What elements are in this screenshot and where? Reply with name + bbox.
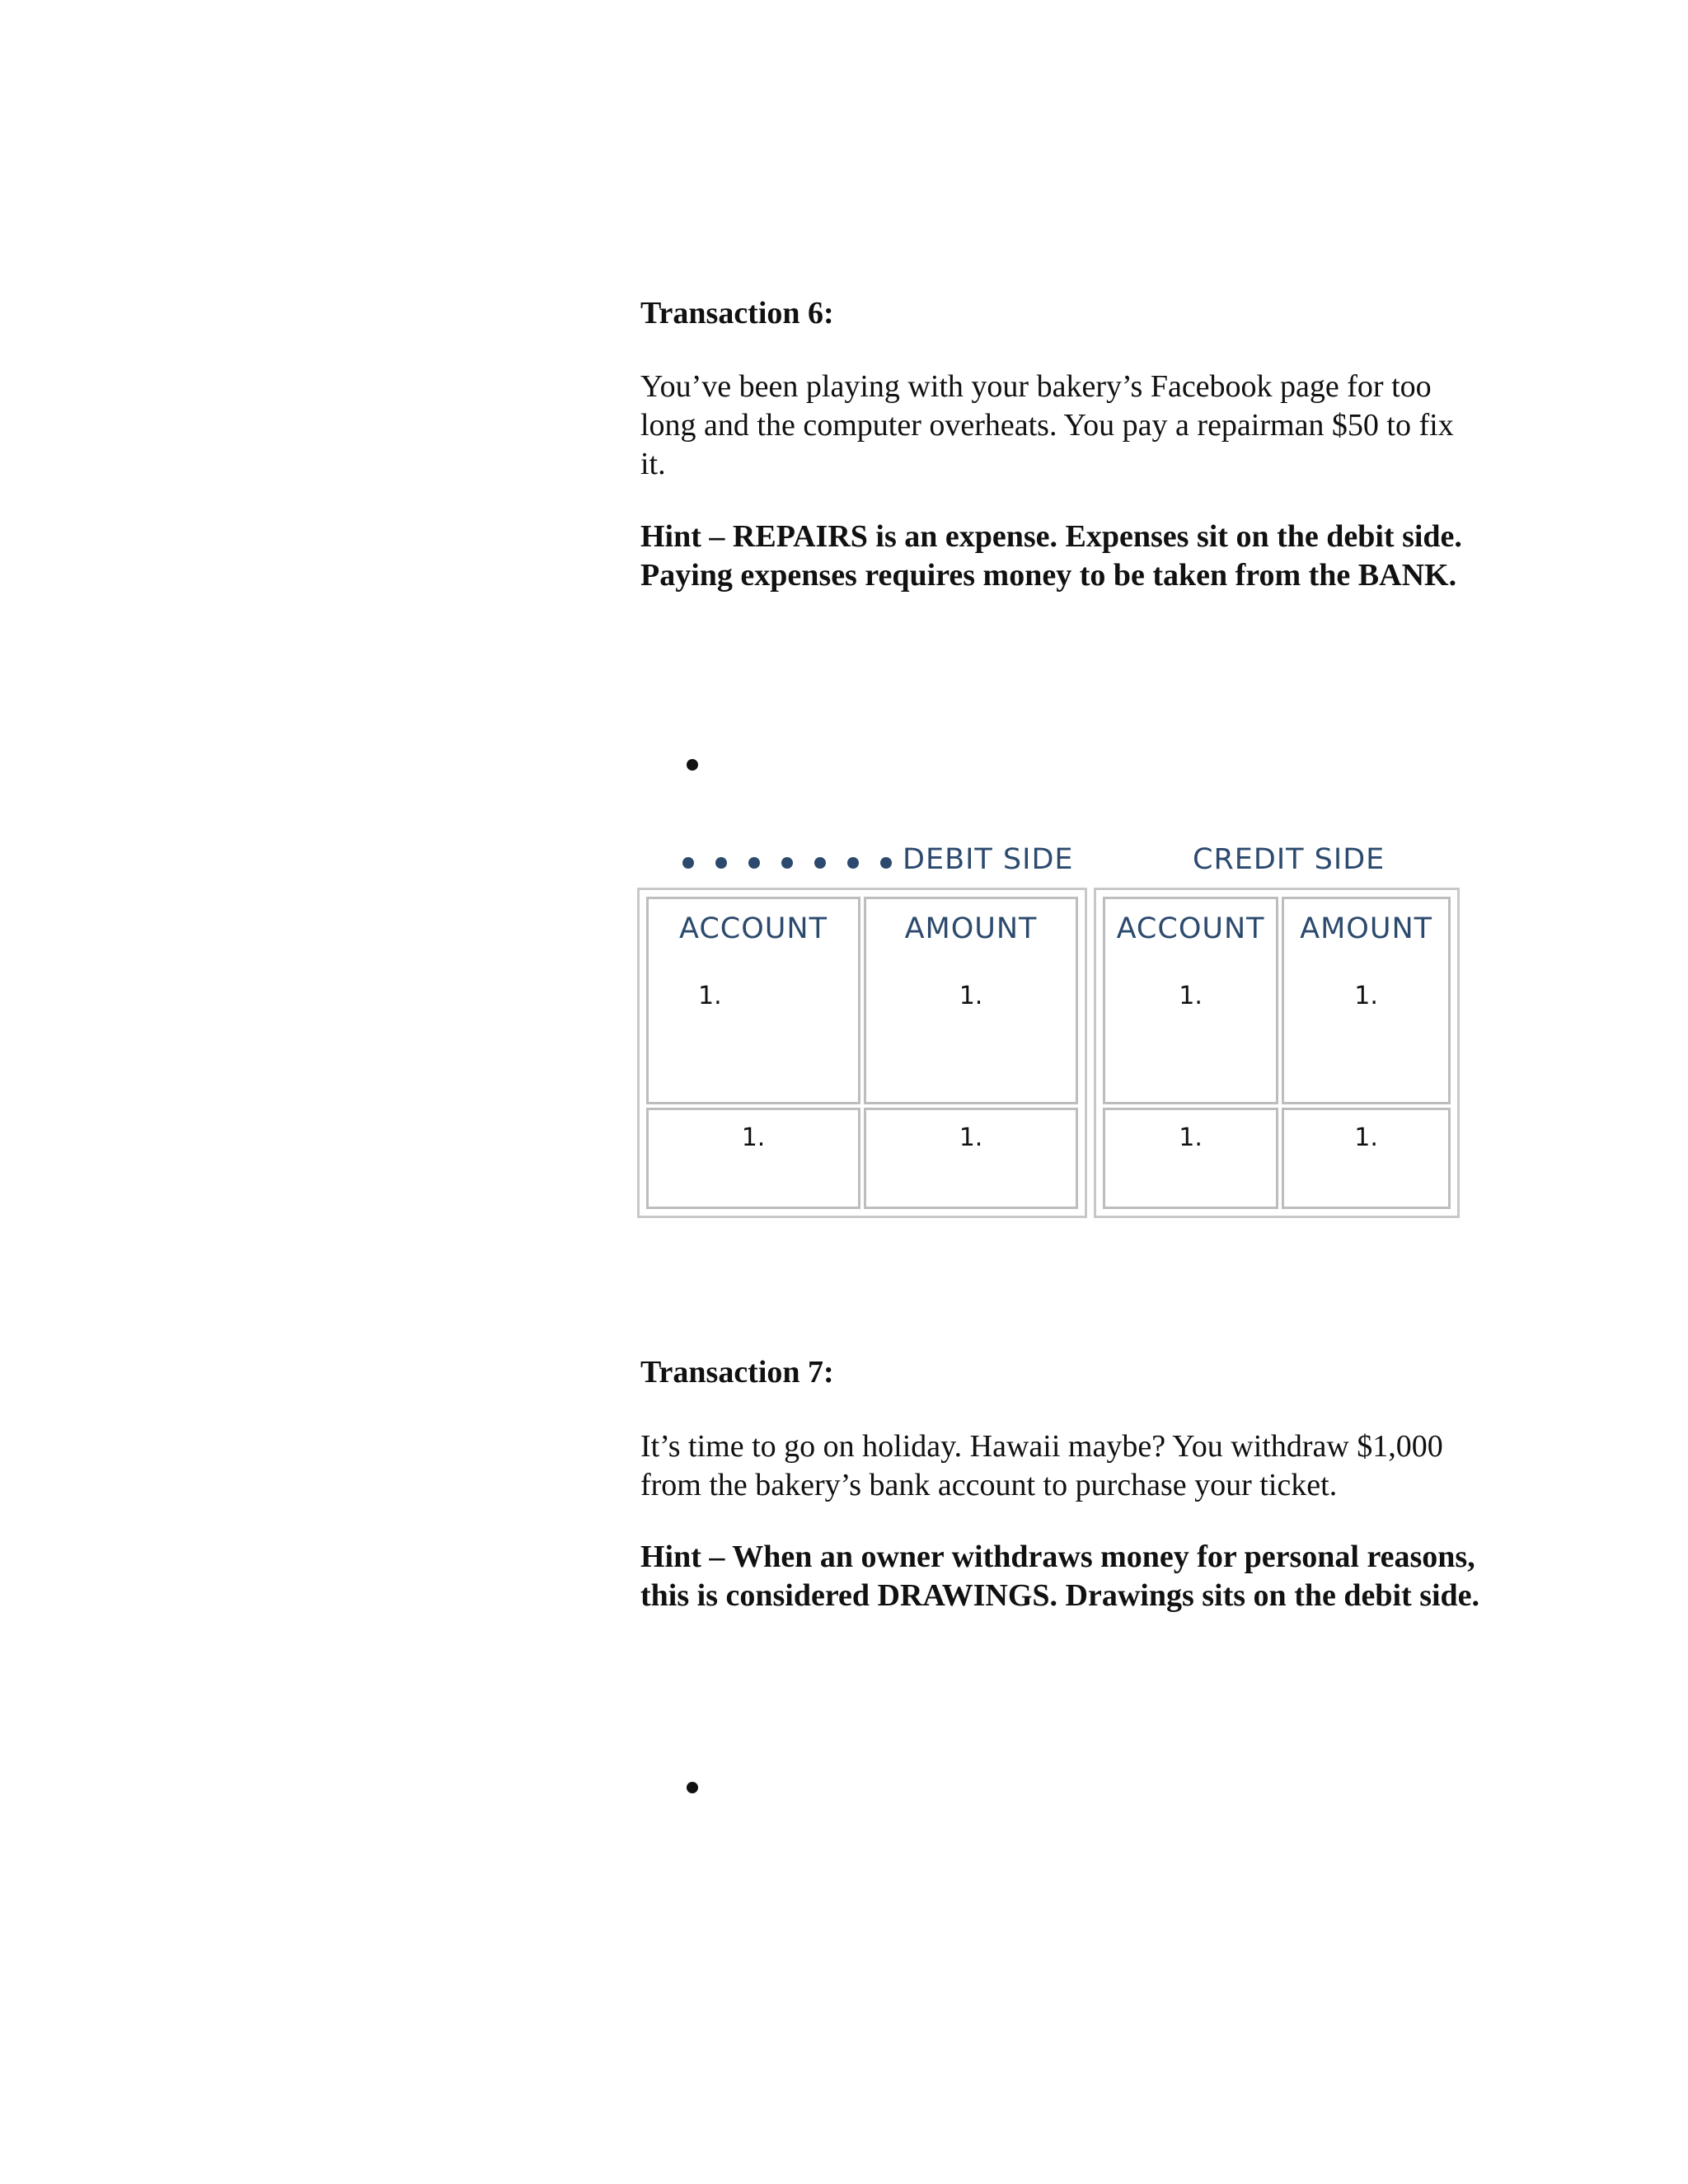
debit-ledger: [637, 888, 1087, 1218]
debit-side-label: DEBIT SIDE: [903, 843, 1074, 876]
debit-amount-cell[interactable]: [864, 897, 1078, 1104]
transaction-6-hint: Hint – REPAIRS is an expense. Expenses sit on the debit side. Paying expenses requires money to be taken from the BANK.: [640, 519, 1462, 593]
credit-amount-entry-2: 1.: [1354, 1123, 1378, 1152]
bullet-point: [687, 759, 698, 771]
credit-amount-entry-1: 1.: [1354, 982, 1378, 1010]
bullet-point-2: [687, 1782, 698, 1793]
debit-account-entry-1: 1.: [698, 982, 722, 1010]
debit-amount-header: AMOUNT: [904, 912, 1038, 945]
credit-account-entry-1: 1.: [1179, 982, 1203, 1010]
credit-account-cell[interactable]: [1103, 897, 1278, 1104]
debit-amount-entry-1: 1.: [959, 982, 983, 1010]
credit-amount-header: AMOUNT: [1300, 912, 1433, 945]
debit-account-header: ACCOUNT: [679, 912, 828, 945]
transaction-7-description: It’s time to go on holiday. Hawaii maybe? You withdraw $1,000 from the bakery’s bank account to purchase your ticket.: [640, 1429, 1443, 1502]
transaction-6-description: You’ve been playing with your bakery’s Facebook page for too long and the computer overheats. You pay a repairman $50 to fix it.: [640, 369, 1454, 481]
credit-account-cell-2[interactable]: [1103, 1108, 1278, 1209]
credit-account-header: ACCOUNT: [1116, 912, 1265, 945]
transaction-6-heading: Transaction 6:: [640, 296, 834, 330]
bullet-dot-row: [682, 857, 892, 869]
transaction-7-heading: Transaction 7:: [640, 1355, 834, 1390]
debit-amount-entry-2: 1.: [959, 1123, 983, 1152]
debit-account-cell[interactable]: [646, 897, 860, 1104]
credit-amount-cell[interactable]: [1282, 897, 1451, 1104]
debit-account-entry-2: 1.: [741, 1123, 766, 1152]
credit-amount-cell-2[interactable]: [1282, 1108, 1451, 1209]
credit-ledger: [1094, 888, 1460, 1218]
debit-account-cell-2[interactable]: [646, 1108, 860, 1209]
credit-side-label: CREDIT SIDE: [1193, 843, 1386, 876]
debit-amount-cell-2[interactable]: [864, 1108, 1078, 1209]
transaction-7-hint: Hint – When an owner withdraws money for personal reasons, this is considered DRAWINGS. Drawings sits on the debit side.: [640, 1540, 1480, 1613]
credit-account-entry-2: 1.: [1179, 1123, 1203, 1152]
